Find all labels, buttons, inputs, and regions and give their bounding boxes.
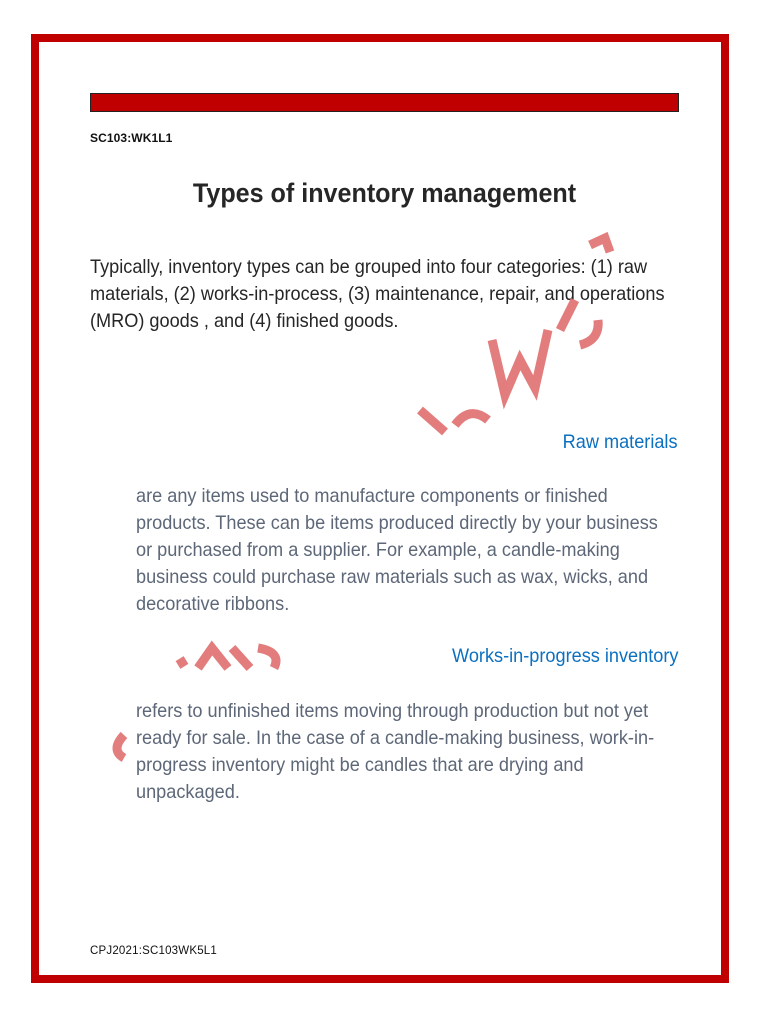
header-bar	[90, 93, 679, 112]
section-heading-works-in-progress: Works-in-progress inventory	[451, 645, 678, 667]
footer-code: CPJ2021:SC103WK5L1	[90, 945, 217, 957]
page-title: Types of inventory management	[192, 178, 577, 208]
doc-code: SC103:WK1L1	[90, 131, 173, 145]
section-heading-raw-materials: Raw materials	[563, 431, 678, 453]
section-body-raw-materials: are any items used to manufacture components or finished products. These can be items produced directly by your business or purchased from a supplier. For example, a candle-making business could purchase raw materials such as wax, wicks, and decorative ribbons.	[136, 485, 658, 615]
intro-paragraph: Typically, inventory types can be grouped into four categories: (1) raw materials, (2) works-in-process, (3) maintenance, repair, and operations (MRO) goods , and (4) finished goods.	[90, 256, 665, 332]
section-body-works-in-progress: refers to unfinished items moving through production but not yet ready for sale. In the case of a candle-making business, work-in-progress inventory might be candles that are drying and unpackaged.	[136, 700, 655, 803]
